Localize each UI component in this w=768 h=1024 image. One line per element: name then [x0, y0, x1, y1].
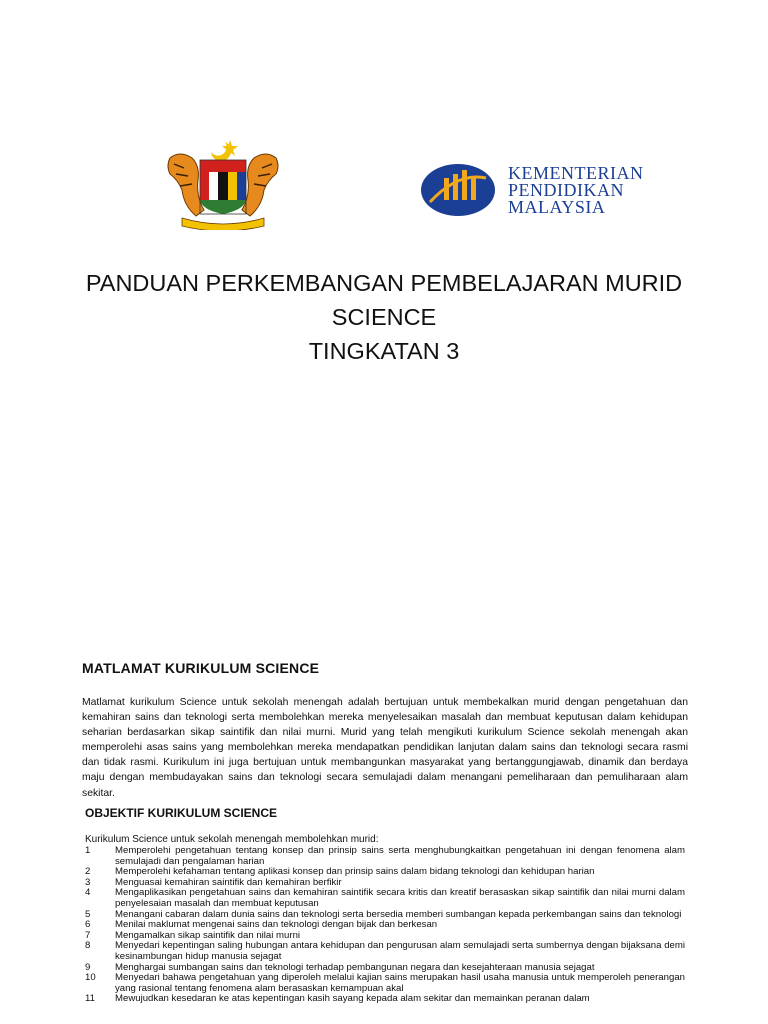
- list-item-number: 5: [85, 908, 91, 920]
- matlamat-section: [82, 660, 688, 801]
- kpm-line-3: MALAYSIA: [508, 197, 606, 217]
- list-item-number: 7: [85, 929, 91, 941]
- list-item-number: 8: [85, 940, 91, 952]
- matlamat-paragraph: Matlamat kurikulum Science untuk sekolah menengah adalah bertujuan untuk membekalkan murid dengan pengetahuan dan kemahiran sains dan teknologi serta membolehkan mereka menyelesaikan masalah dan membuat keputusan dalam kehidupan seharian berdasarkan sikap saintifik dan nilai murni. Murid yang telah mengikuti kurikulum Science sekolah menengah akan memperolehi asas sains yang membolehkan mereka mendapatkan pendidikan lanjutan dalam sains dan teknologi secara rasmi dan tidak rasmi. Kurikulum ini juga bertujuan untuk membangunkan masyarakat yang bertanggungjawab, dinamik dan berdaya maju dengan membudayakan sains dan teknologi secara semulajadi dalam menangani pemeliharaan dan pemuliharaan alam sekitar.: [82, 697, 688, 799]
- coat-of-arms-logo: [164, 138, 282, 230]
- list-item-number: 9: [85, 961, 91, 973]
- title-line-2: SCIENCE: [331, 304, 437, 330]
- kpm-logo: [420, 162, 700, 218]
- matlamat-heading: MATLAMAT KURIKULUM SCIENCE: [82, 660, 320, 676]
- list-item-text: Memperolehi kefahaman tentang aplikasi konsep dan prinsip sains dalam bidang teknologi dan kehidupan harian: [115, 866, 595, 878]
- list-item: [85, 941, 685, 962]
- objektif-intro: Kurikulum Science untuk sekolah menengah membolehkan murid:: [85, 834, 379, 845]
- title-line-1: PANDUAN PERKEMBANGAN PEMBELAJARAN MURID: [85, 270, 683, 296]
- objektif-heading: OBJEKTIF KURIKULUM SCIENCE: [85, 806, 278, 820]
- list-item-number: 11: [85, 993, 95, 1005]
- list-item: [85, 888, 685, 909]
- list-item-text: Mengamalkan sikap saintifik dan nilai murni: [115, 929, 301, 941]
- list-item-number: 6: [85, 919, 91, 931]
- objektif-list: [85, 846, 685, 1005]
- list-item-text: Memperolehi pengetahuan tentang konsep dan prinsip sains serta menghubungkaitkan pengetahuan ini dengan fenomena alam semulajadi dan pengalaman harian: [115, 845, 685, 867]
- list-item-number: 3: [85, 876, 91, 888]
- list-item-number: 1: [85, 845, 91, 856]
- list-item-text: Menghargai sumbangan sains dan teknologi terhadap pembangunan negara dan kesejahteraan manusia sejagat: [115, 961, 595, 973]
- list-item-text: Menyedari kepentingan saling hubungan antara kehidupan dan pengurusan alam semulajadi serta sumbernya dengan bijaksana demi kesinambungan hidup manusia sejagat: [115, 940, 685, 962]
- kpm-line-1: KEMENTERIAN: [508, 163, 644, 183]
- list-item-number: 10: [85, 972, 96, 984]
- list-item: [85, 846, 685, 867]
- title-line-3: TINGKATAN 3: [308, 338, 460, 364]
- list-item-text: Menyedari bahawa pengetahuan yang diperoleh melalui kajian sains merupakan hasil usaha manusia untuk memperoleh penerangan yang rasional tentang fenomena alam berasaskan kemampuan akal: [115, 972, 685, 994]
- list-item: [85, 994, 685, 1005]
- list-item-text: Mengaplikasikan pengetahuan sains dan kemahiran saintifik secara kritis dan kreatif berasaskan sikap saintifik dan nilai murni dalam penyelesaian masalah dan membuat keputusan: [115, 887, 685, 909]
- header-logos: [0, 138, 768, 233]
- list-item-text: Menguasai kemahiran saintifik dan kemahiran berfikir: [115, 876, 342, 888]
- list-item-number: 2: [85, 866, 91, 878]
- list-item-number: 4: [85, 887, 91, 899]
- objektif-section: [85, 806, 685, 1005]
- kpm-emblem-icon: [420, 162, 500, 218]
- list-item-text: Mewujudkan kesedaran ke atas kepentingan kasih sayang kepada alam sekitar dan memainkan peranan dalam: [115, 993, 590, 1005]
- list-item-text: Menilai maklumat mengenai sains dan teknologi dengan bijak dan berkesan: [115, 919, 438, 931]
- list-item: [85, 973, 685, 994]
- document-title: [0, 266, 768, 368]
- list-item-text: Menangani cabaran dalam dunia sains dan teknologi serta bersedia memberi sumbangan kepada perkembangan sains dan teknologi: [115, 908, 682, 920]
- kpm-line-2: PENDIDIKAN: [508, 180, 624, 200]
